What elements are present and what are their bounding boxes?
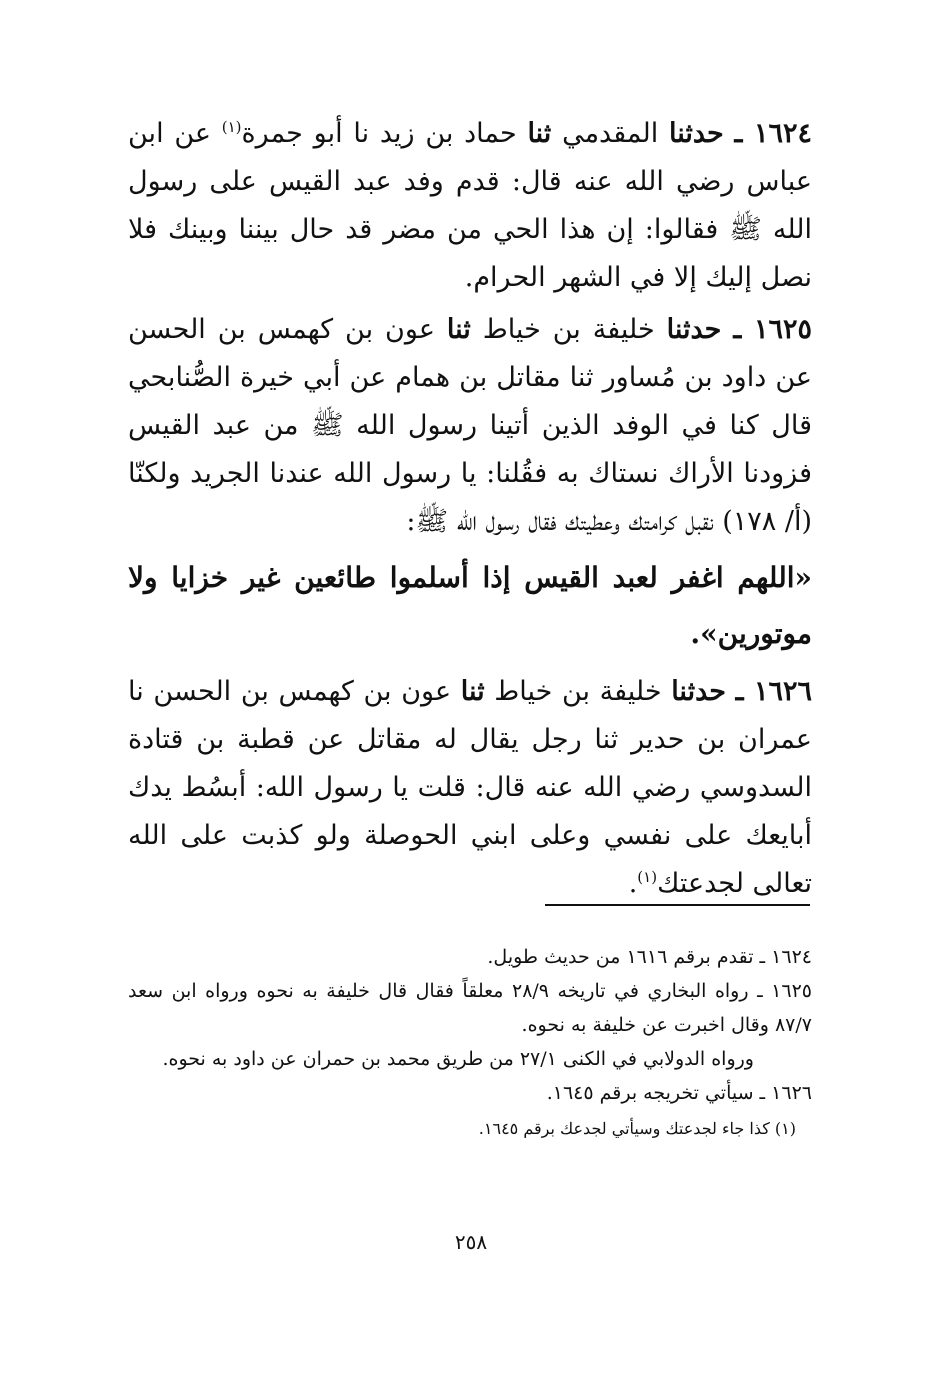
hadith-1624 [128, 110, 812, 302]
footnote-1626: ١٦٢٦ ـ سيأتي تخريجه برقم ١٦٤٥. [546, 1082, 812, 1104]
hadith-1625 [128, 306, 812, 546]
narration-keyword: حدثنا [666, 314, 722, 345]
hadith-text: ثنا مقاتل بن همام عن أبي خيرة الصُّنابحي قال كنا في الوفد الذين أتينا رسول الله ﷺ من عبد القيس فزودنا الأراك نستاك به فقُلنا: يا رسول الله عندنا الجريد ولكنّا (أ/ ١٧٨) نقبل كرامتك وعطيتك فقال رسول الله ﷺ: [128, 362, 812, 537]
footnote-1625: ١٦٢٥ ـ رواه البخاري في تاريخه ٢٨/٩ معلقاً فقال قال خليفة به نحوه ورواه ابن سعد ٨٧/٧ وقال اخبرت عن خليفة به نحوه. [128, 980, 812, 1036]
footnote-marker: (١) [637, 868, 658, 886]
narration-keyword: حدثنا [671, 676, 726, 707]
hadith-number: ١٦٢٥ ـ [733, 314, 813, 345]
footnote-1625-continued: ورواه الدولابي في الكنى ٢٧/١ من طريق محمد بن حمران عن داود به نحوه. [162, 1048, 754, 1070]
hadith-text: المقدمي [551, 118, 669, 149]
hadith-text: عون بن كهمس بن الحسن عن داود بن مُساور [128, 314, 812, 393]
page-number: ٢٥٨ [454, 1230, 488, 1254]
hadith-text: خليفة بن خياط [484, 676, 672, 707]
hadith-number: ١٦٢٤ ـ [734, 118, 812, 149]
footnotes [128, 940, 812, 1144]
hadith-1626 [128, 668, 812, 908]
hadith-text: عون بن كهمس بن الحسن نا عمران بن حدير ثنا رجل يقال له مقاتل عن قطبة بن قتادة السدوسي رضي الله عنه قال: قلت يا رسول الله: أبسُط يدك أبايعك على نفسي وعلى ابني الحوصلة ولو كذبت على الله تعالى لجدعتك [128, 676, 812, 899]
footnote-1624: ١٦٢٤ ـ تقدم برقم ١٦١٦ من حديث طويل. [487, 946, 812, 968]
hadith-number: ١٦٢٦ ـ [735, 676, 812, 707]
footnote-divider [545, 904, 810, 906]
main-text [128, 110, 812, 912]
footnote-marker: (١) [221, 118, 242, 136]
hadith-text: . [628, 868, 638, 899]
narration-keyword: ثنا [527, 118, 552, 149]
narration-keyword: حدثنا [668, 118, 724, 149]
hadith-text: حماد بن زيد نا أبو جمرة [241, 118, 528, 149]
footnote-note: (١) كذا جاء لجدعتك وسيأتي لجدعك برقم ١٦٤٥. [478, 1119, 796, 1138]
prophet-prayer-quote: «اللهم اغفر لعبد القيس إذا أسلموا طائعين غير خزايا ولا موتورين». [128, 561, 813, 650]
narration-keyword: ثنا [446, 314, 471, 345]
hadith-text: عن ابن عباس رضي الله عنه قال: قدم وفد عبد القيس على رسول الله ﷺ فقالوا: إن هذا الحي من مضر قد حال بيننا وبينك فلا نصل إليك إلا في الشهر الحرام. [128, 118, 812, 293]
hadith-text: خليفة بن خياط [470, 314, 667, 345]
narration-keyword: ثنا [460, 676, 485, 707]
